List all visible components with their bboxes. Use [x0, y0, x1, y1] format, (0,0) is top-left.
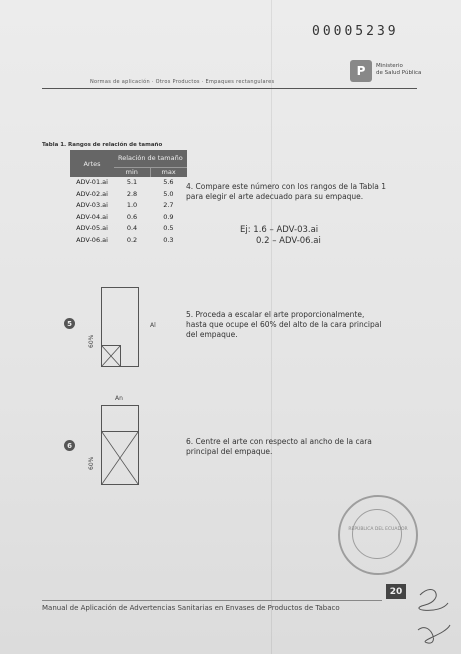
footer-divider [42, 600, 382, 601]
step6-art-cross-icon [102, 432, 138, 484]
example-line2: 0.2 – ADV-06.ai [256, 236, 321, 246]
step5-text: 5. Proceda a escalar el arte proporcionalmente, hasta que ocupe el 60% del alto de la cara principal del empaque. [186, 310, 382, 339]
seal-text: REPÚBLICA DEL ECUADOR [348, 527, 408, 532]
ministry-name-line2: de Salud Pública [376, 70, 422, 76]
table-row: ADV-05.ai 0.4 0.5 [76, 224, 174, 232]
page-number: 20 [386, 584, 406, 599]
header-divider [42, 88, 417, 89]
step6-text: 6. Centre el arte con respecto al ancho de la cara principal del empaque. [186, 437, 372, 456]
seal-emblem-icon [352, 509, 402, 559]
table-row: ADV-02.ai 2.8 5.0 [76, 189, 174, 198]
step5-art-box [101, 345, 121, 367]
step6-art-box [101, 431, 139, 485]
table-row: ADV-01.ai 5.1 5.6 [76, 178, 174, 186]
table-caption: Tabla 1. Rangos de relación de tamaño [42, 142, 163, 148]
signature-icon [410, 575, 455, 650]
step4-text: 4. Compare este número con los rangos de la Tabla 1 para elegir el arte adecuado para su empaque. [186, 182, 386, 201]
col-min-header: min [114, 167, 150, 177]
table-row: ADV-04.ai 0.6 0.9 [76, 212, 174, 221]
serial-number: 00005239 [312, 24, 399, 39]
step5-60-label: 60% [88, 334, 95, 348]
footer-title: Manual de Aplicación de Advertencias Sanitarias en Envases de Productos de Tabaco [42, 604, 340, 612]
col-artes-header: Artes [70, 150, 114, 177]
ranges-table [70, 150, 187, 246]
example-line1: Ej: 1.6 – ADV-03.ai [240, 225, 319, 235]
step4-example [240, 225, 321, 247]
col-max-header: max [150, 167, 187, 177]
step5-art-cross-icon [102, 346, 120, 366]
step6-an-label: An [115, 395, 123, 402]
official-seal [338, 495, 418, 575]
step5-al-label: Al [150, 322, 156, 329]
header-nav: Normas de aplicación · Otros Productos · Empaques rectangulares [90, 79, 275, 85]
table-row: ADV-06.ai 0.2 0.3 [76, 235, 174, 244]
step6-60-label: 60% [88, 456, 95, 470]
ministry-name-line1: Ministerio [376, 63, 403, 69]
col-relacion-header: Relación de tamaño [114, 150, 187, 167]
table-row: ADV-03.ai 1.0 2.7 [76, 201, 174, 209]
step5-number-badge: 5 [64, 318, 75, 329]
ministry-logo [350, 60, 430, 86]
ministry-logo-icon: P [350, 60, 372, 82]
step6-number-badge: 6 [64, 440, 75, 451]
